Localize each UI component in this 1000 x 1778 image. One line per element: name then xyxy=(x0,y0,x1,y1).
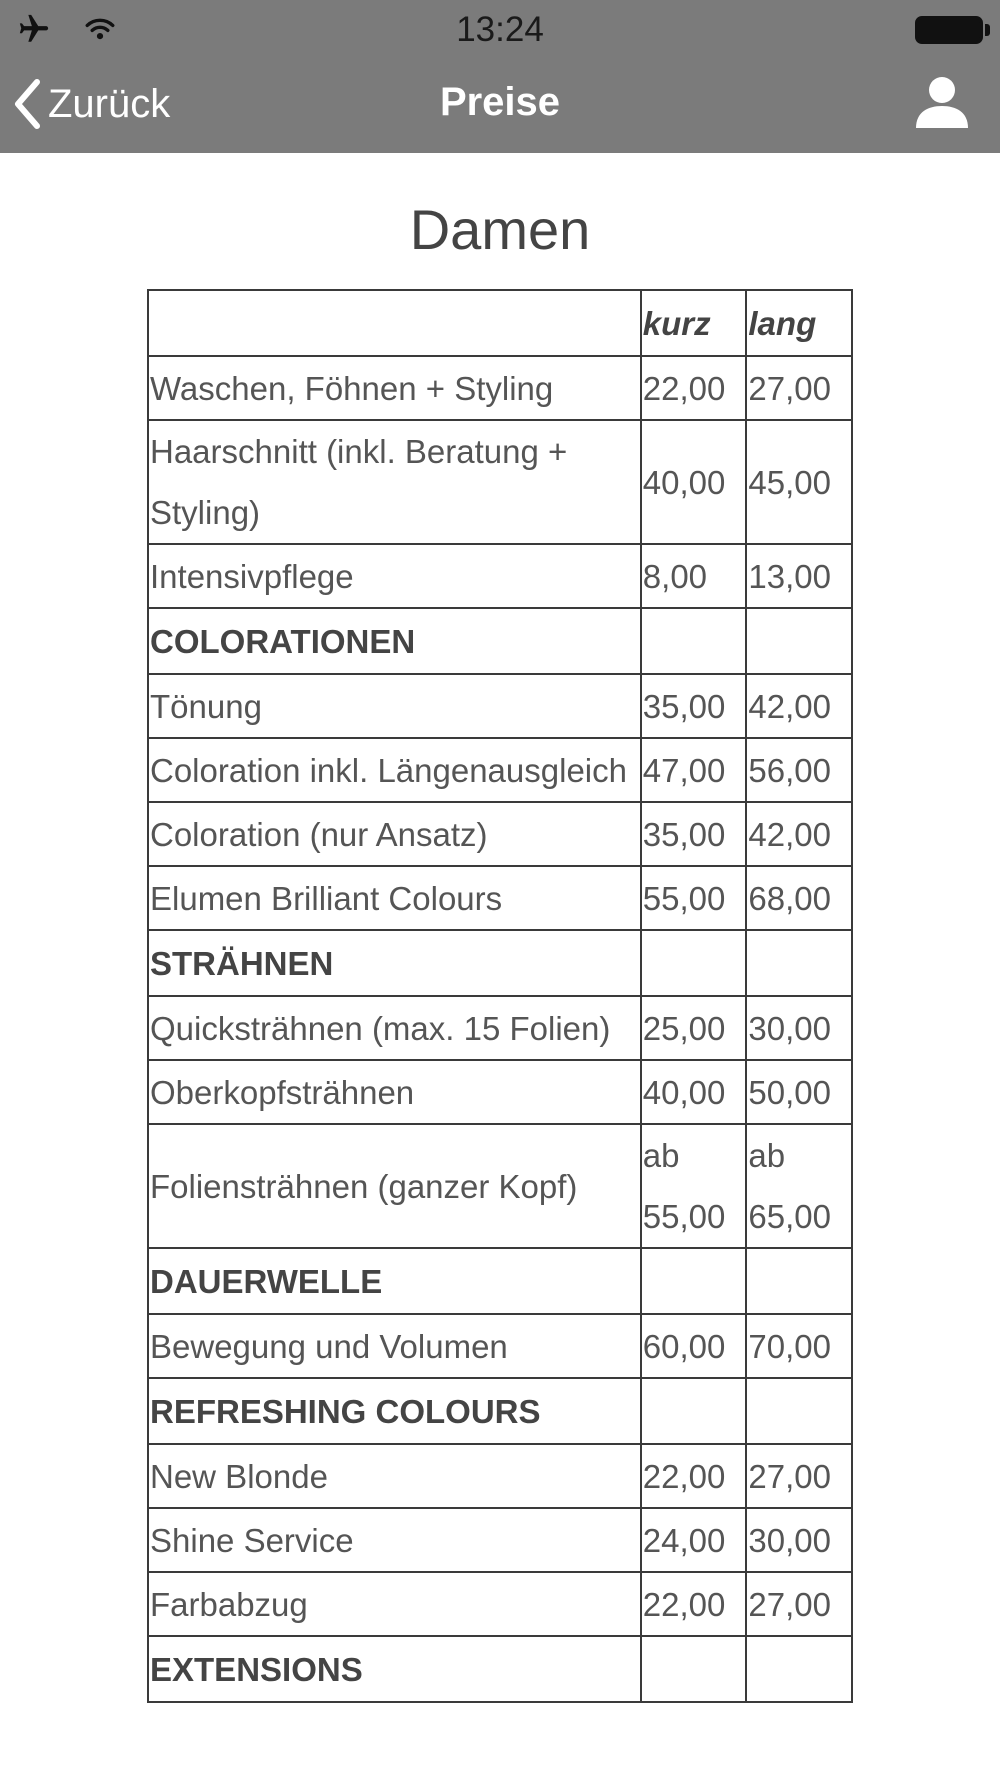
price-name-cell: Tönung xyxy=(148,674,641,738)
price-lang-cell: 45,00 xyxy=(746,420,852,544)
price-kurz-cell: 35,00 xyxy=(641,802,747,866)
content-area[interactable] xyxy=(0,153,1000,1778)
table-row xyxy=(148,544,852,608)
price-name-cell: Waschen, Föhnen + Styling xyxy=(148,356,641,420)
price-kurz-cell: 55,00 xyxy=(641,866,747,930)
price-lang-cell: 30,00 xyxy=(746,1508,852,1572)
section-lang-cell xyxy=(746,1248,852,1314)
status-time: 13:24 xyxy=(456,10,544,49)
price-name-cell: New Blonde xyxy=(148,1444,641,1508)
price-kurz-cell: 35,00 xyxy=(641,674,747,738)
table-row xyxy=(148,356,852,420)
table-row xyxy=(148,674,852,738)
price-kurz-cell: 22,00 xyxy=(641,356,747,420)
price-lang-cell: 50,00 xyxy=(746,1060,852,1124)
section-kurz-cell xyxy=(641,930,747,996)
section-name-cell: STRÄHNEN xyxy=(148,930,641,996)
table-row xyxy=(148,1124,852,1248)
price-kurz-cell: 25,00 xyxy=(641,996,747,1060)
table-section-row xyxy=(148,1248,852,1314)
price-name-cell: Quicksträhnen (max. 15 Folien) xyxy=(148,996,641,1060)
price-kurz-cell: 40,00 xyxy=(641,420,747,544)
table-row xyxy=(148,420,852,544)
table-row xyxy=(148,802,852,866)
section-kurz-cell xyxy=(641,1378,747,1444)
price-name-cell: Intensivpflege xyxy=(148,544,641,608)
price-kurz-cell: ab 55,00 xyxy=(641,1124,747,1248)
price-name-cell: Foliensträhnen (ganzer Kopf) xyxy=(148,1124,641,1248)
price-kurz-cell: 8,00 xyxy=(641,544,747,608)
battery-level xyxy=(915,16,983,44)
price-name-cell: Bewegung und Volumen xyxy=(148,1314,641,1378)
table-row xyxy=(148,1314,852,1378)
section-name-cell: COLORATIONEN xyxy=(148,608,641,674)
table-section-row xyxy=(148,930,852,996)
price-kurz-cell: 22,00 xyxy=(641,1444,747,1508)
price-name-cell: Oberkopfsträhnen xyxy=(148,1060,641,1124)
price-lang-cell: 42,00 xyxy=(746,802,852,866)
table-row xyxy=(148,1060,852,1124)
price-name-cell: Farbabzug xyxy=(148,1572,641,1636)
table-section-row xyxy=(148,1636,852,1702)
back-label: Zurück xyxy=(48,81,171,126)
price-table-body xyxy=(148,290,852,1702)
page-title: Preise xyxy=(439,80,561,124)
table-row xyxy=(148,996,852,1060)
price-lang-cell: 27,00 xyxy=(746,1444,852,1508)
price-lang-cell: 42,00 xyxy=(746,674,852,738)
section-lang-cell xyxy=(746,1636,852,1702)
price-lang-cell: ab 65,00 xyxy=(746,1124,852,1248)
price-lang-cell: 13,00 xyxy=(746,544,852,608)
user-button[interactable] xyxy=(910,72,974,136)
price-lang-cell: 27,00 xyxy=(746,356,852,420)
battery-icon xyxy=(915,16,990,44)
section-title: Damen xyxy=(409,198,591,261)
header-name xyxy=(148,290,641,356)
price-lang-cell: 56,00 xyxy=(746,738,852,802)
price-kurz-cell: 60,00 xyxy=(641,1314,747,1378)
price-lang-cell: 70,00 xyxy=(746,1314,852,1378)
table-header-row xyxy=(148,290,852,356)
section-name-cell: REFRESHING COLOURS xyxy=(148,1378,641,1444)
price-lang-cell: 30,00 xyxy=(746,996,852,1060)
price-lang-cell: 27,00 xyxy=(746,1572,852,1636)
table-row xyxy=(148,1444,852,1508)
table-section-row xyxy=(148,1378,852,1444)
section-kurz-cell xyxy=(641,1636,747,1702)
header-kurz: kurz xyxy=(641,290,747,356)
section-name-cell: DAUERWELLE xyxy=(148,1248,641,1314)
user-icon xyxy=(910,72,974,136)
price-name-cell: Haarschnitt (inkl. Beratung + Styling) xyxy=(148,420,641,544)
header-lang: lang xyxy=(746,290,852,356)
price-name-cell: Elumen Brilliant Colours xyxy=(148,866,641,930)
section-lang-cell xyxy=(746,608,852,674)
table-row xyxy=(148,1572,852,1636)
section-kurz-cell xyxy=(641,1248,747,1314)
status-bar xyxy=(0,0,1000,64)
price-kurz-cell: 47,00 xyxy=(641,738,747,802)
price-name-cell: Shine Service xyxy=(148,1508,641,1572)
price-name-cell: Coloration (nur Ansatz) xyxy=(148,802,641,866)
section-lang-cell xyxy=(746,930,852,996)
price-kurz-cell: 22,00 xyxy=(641,1572,747,1636)
table-row xyxy=(148,738,852,802)
price-kurz-cell: 40,00 xyxy=(641,1060,747,1124)
battery-tip xyxy=(985,24,990,36)
table-row xyxy=(148,866,852,930)
table-section-row xyxy=(148,608,852,674)
price-lang-cell: 68,00 xyxy=(746,866,852,930)
price-table xyxy=(147,289,853,1703)
section-lang-cell xyxy=(746,1378,852,1444)
section-kurz-cell xyxy=(641,608,747,674)
app-header xyxy=(0,0,1000,153)
nav-bar xyxy=(0,64,1000,153)
table-row xyxy=(148,1508,852,1572)
price-kurz-cell: 24,00 xyxy=(641,1508,747,1572)
section-name-cell: EXTENSIONS xyxy=(148,1636,641,1702)
price-name-cell: Coloration inkl. Längenausgleich xyxy=(148,738,641,802)
